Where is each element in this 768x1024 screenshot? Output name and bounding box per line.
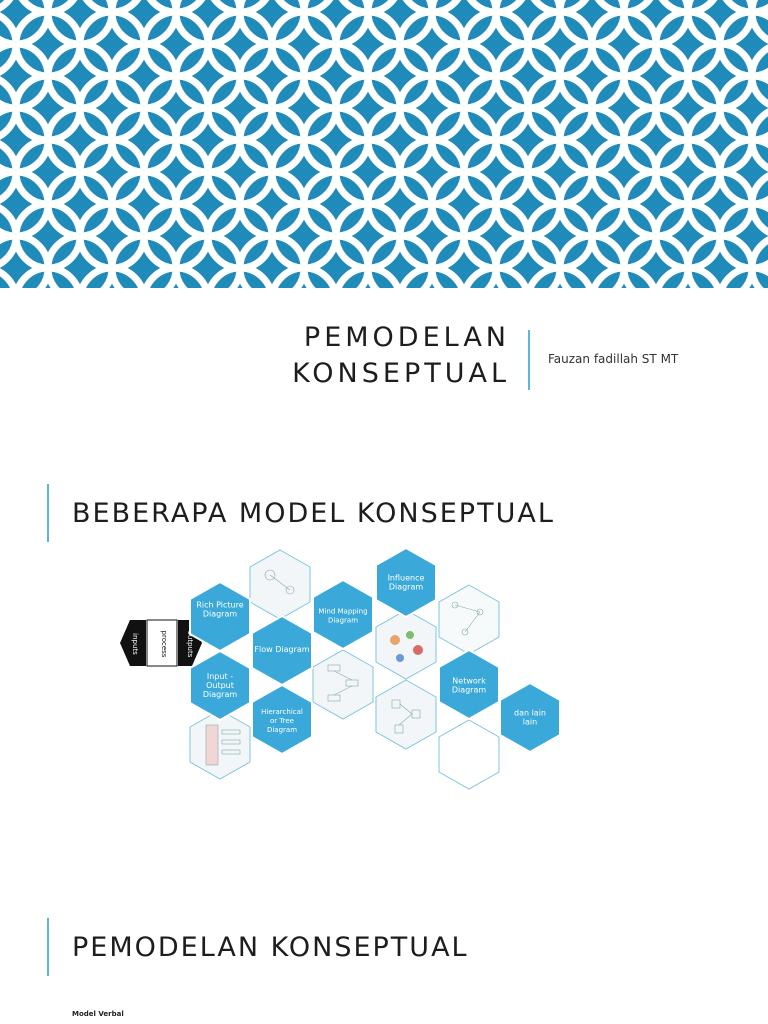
hex-rich-picture-label [196, 601, 243, 619]
slide-title-line-1: PEMODELAN [303, 322, 510, 353]
hex-flow [252, 616, 312, 685]
hex-label-line: Hierarchical [261, 708, 303, 716]
io-label-process: process [160, 630, 168, 658]
hex-label-line: Influence [387, 573, 425, 583]
labeled-hexagons [190, 548, 560, 754]
slide-title [292, 320, 510, 392]
hex-influence [376, 548, 436, 617]
hex-influence-label [388, 574, 425, 592]
hex-label-line: Flow Diagram [254, 645, 310, 654]
hex-mind-mapping [313, 580, 373, 649]
slide-heading-2: PEMODELAN KONSEPTUAL [72, 932, 469, 963]
hex-label-line: lain [522, 717, 538, 727]
conceptual-models-hex-diagram [110, 540, 580, 790]
hex-label-line: Diagram [388, 582, 424, 592]
hex-input-output [190, 651, 250, 720]
hex-label-line: Mind Mapping [318, 607, 368, 616]
hex-label-line: Diagram [202, 609, 238, 619]
hex-label-line: Rich Picture [196, 600, 244, 610]
mind-map-thumbnail [376, 610, 436, 679]
hex-label-line: dan lain [513, 708, 547, 718]
hex-label-line: Diagram [266, 726, 298, 734]
hex-network [439, 650, 499, 719]
hex-label-line: or Tree [270, 717, 294, 725]
heading-accent-bar [47, 484, 49, 542]
svg-text:Rich PictureDiagram [196, 601, 243, 619]
influence-diagram-thumbnail [439, 585, 499, 654]
hex-flow-label [254, 645, 309, 654]
hex-label-line: Output [206, 681, 234, 690]
hex-label-line: Network [452, 676, 486, 686]
rich-picture-thumbnail [250, 550, 310, 619]
io-label-inputs: inputs [131, 633, 139, 655]
svg-text:Input -OutputDiagram [203, 672, 238, 699]
slide-title-line-2: KONSEPTUAL [292, 358, 510, 389]
hex-label-line: Diagram [327, 616, 359, 625]
hex-dan-lain-lain [500, 683, 560, 752]
network-thumbnail [376, 680, 436, 749]
empty-hexagon [439, 720, 499, 789]
hex-label-line: Diagram [202, 690, 238, 699]
hex-network-label [452, 677, 487, 695]
hex-hierarchical [252, 685, 312, 754]
hex-input-output-label [203, 672, 238, 699]
hex-label-line: Diagram [451, 685, 487, 695]
heading-accent-bar-2 [47, 918, 49, 976]
decorative-pattern-banner [0, 0, 768, 288]
slide-caption: Model Verbal [72, 1010, 124, 1018]
flow-diagram-thumbnail [313, 650, 373, 719]
author-name: Fauzan fadillah ST MT [548, 352, 679, 366]
io-label-outputs: outputs [186, 630, 194, 658]
slide-heading: BEBERAPA MODEL KONSEPTUAL [72, 498, 555, 529]
hex-label-line: Input - [206, 672, 234, 681]
title-divider [528, 330, 530, 390]
